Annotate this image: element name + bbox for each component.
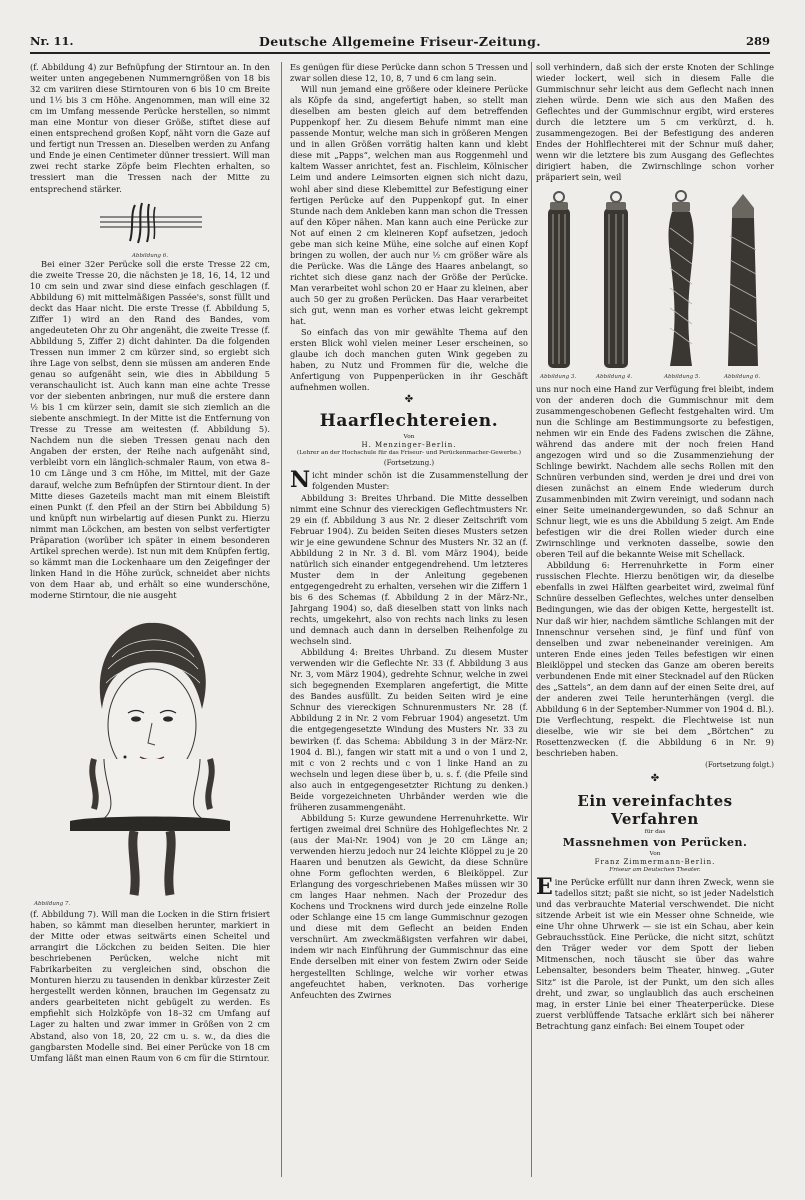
author-name: Franz Zimmermann-Berlin. — [594, 858, 716, 867]
paragraph: Abbildung 4: Breites Uhrband. Zu diesem Muster verwenden wir die Geflechte Nr. 33 (f. Abbildung 3 aus Nr. 3, vom März 1904), gedrehte Schnur, welche in zwei sich begegnenden Exemplaren angefertigt, die Mitte des Bandes ausfüllt. Zu beiden Seiten wird je eine Schnur des viereckigen Schnurenmusters Nr. 28 (f. Abbildung 2 in Nr. 2 vom Februar 1904) angesetzt. Um die entgegengesetzte Windung des Musters Nr. 33 zu bewirken (f. das Schema: Abbildung 3 in der März-Nr. 1904 d. Bl.), fangen wir statt mit a und o von 1 und 2, mit c von 2 rechts und c von 1 linke Hand an zu wechseln und legen diese über b, u. s. f. (die Pfeile sind also auch in entgegengesetzter Richtung zu denken.) Beide vorgezeichneten Uhrbänder werden wie die früheren zusammengenäht. — [290, 647, 528, 812]
byline-von: Von — [403, 434, 415, 441]
caption-abbildung-5: Abbildung 5. — [664, 373, 701, 380]
author-name: H. Menzinger-Berlin. — [361, 441, 457, 450]
page-header — [30, 34, 770, 54]
watch-chain-figures — [536, 188, 774, 384]
paragraph: So einfach das von mir gewählte Thema auf den ersten Blick wohl vielen meiner Leser erscheinen, so glaube ich doch manchen guten Wink gegeben zu haben, zu Nutz und Frommen für die, welche die Anfertigung von Puppenperücken in ihr Geschäft aufnehmen wollen. — [290, 327, 528, 393]
drop-cap: E — [536, 874, 553, 901]
paragraph: (f. Abbildung 7). Will man die Locken in die Stirn frisiert haben, so kämmt man dieselben herunter, markiert in der Mitte oder etwas seitwärts einen Scheitel und arrangirt die Löckchen zu beiden Seiten. Die hier beschriebenen Perücken, welche nicht mit Fabrikarbeiten zu vergleichen sind, obschon die Monturen hierzu zu tausenden in denkbar kürzester Zeit hergestellt werden können, brauchen im Gegensatz zu anders gearbeiteten nicht gebügelt zu werden. Es empfiehlt sich Holzköpfe von 18–32 cm Umfang auf Lager zu halten und zwar immer in Größen von 2 cm Abstand, also von 18, 20, 22 cm u. s. w., da dies die gangbarsten Modelle sind. Bei einer Perücke von 18 cm Umfang läßt man einen Raum von 6 cm für die Stirntour. — [30, 909, 270, 1063]
watch-chain-illustrations — [536, 188, 774, 374]
section-ornament: ✤ — [404, 394, 414, 406]
title-connector: für das — [644, 829, 666, 836]
paragraph: (f. Abbildung 4) zur Befnüpfung der Stirntour an. In den weiter unten angegebenen Nummerngrößen von 18 bis 32 cm variiren diese Stirntouren von 6 bis 10 cm Breite und 1½ bis 3 cm Höhe. Angenommen, man will eine 32 cm im Umfang messende Perücke herstellen, so nimmt man eine Montur von dieser Größe, stiftet diese auf einen entsprechend großen Kopf, näht vorn die Gaze auf und fertigt nun Tressen an. Dieselben werden zu Anfang und Ende je einen Centimeter dünner tressiert. Will man zwei recht starke Zöpfe beim Flechten erhalten, so tressiert man die Tressen nach der Mitte zu entsprechend stärker. — [30, 62, 270, 194]
paragraph: Will nun jemand eine größere oder kleinere Perücke als Köpfe da sind, angefertigt haben, so stellt man dieselben am besten gleich auf dem betreffenden Puppenkopf her. Zu diesem Behufe nimmt man eine passende Montur, welche man sich in größeren Mengen und in allen Größen vorrätig halten kann und klebt diese mit „Papps“, welchen man aus Roggenmehl und kaltem Wasser anrichtet, fest an. Fischleim, Kölnischer Leim und andere Leimsorten eignen sich nicht dazu, wohl aber sind diese Klebemittel zur Befestigung einer fertigen Perücke auf den Puppenkopf gut. In einer Stunde nach dem Ankleben kann man schon die Tressen auf den Köper nähen. Man kann auch eine Perücke zur Not auf einen 2 cm kleineren Kopf aufsetzen, jedoch gebe man sich keine Mühe, eine solche auf einen Kopf bringen zu wollen, der auch nur ½ cm größer wäre als die Perücke. Was die Länge des Haares anbelangt, so richtet sich diese ganz nach der Größe der Perücke. Man verarbeitet wohl schon 20 er Haar zu kleinen, aber auch 50 ger zu großen Perücken. Das Haar verarbeitet sich gut, wenn man es vorher etwas leicht gekrempt hat. — [290, 84, 528, 327]
caption-abbildung-4: Abbildung 4. — [596, 373, 633, 380]
figure-7-caption: Abbildung 7. — [34, 901, 71, 908]
continuation-note: (Fortsetzung folgt.) — [705, 761, 774, 770]
caption-abbildung-3: Abbildung 3. — [540, 373, 577, 380]
article-title-line-2: Massnehmen von Perücken. — [562, 836, 748, 850]
journal-title: Deutsche Allgemeine Friseur-Zeitung. — [258, 34, 541, 49]
figure-6-illustration — [30, 195, 270, 259]
article-title-line-1: Ein vereinfachtes Verfahren — [577, 792, 733, 829]
column-rule-2 — [531, 62, 532, 1177]
author-affiliation: (Lehrer an der Hochschule für das Friseur- und Perückenmacher-Gewerbe.) — [296, 450, 522, 457]
paragraph: uns nur noch eine Hand zur Verfügung frei bleibt, indem von der anderen doch die Gummischnur mit dem zusammengeschobenen Geflecht festgehalten wird. Um nun die Schlinge am Bestimmungsorte zu befestigen, nehmen wir ein Ende des Fadens zwischen die Zähne, während das andere mit der noch freien Hand angezogen wird und so die Zusammenziehung der Schlinge bewirkt. Nachdem alle sechs Rollen mit den Schnüren verbunden sind, werden je drei und drei von diesen zunächst an einem Ende wiederum durch Zusammenbinden mit Zwirn vereinigt, und sodann nach einer Seite umeinandergewunden, so daß Schnur an Schnur liegt, wie es uns die Abbildung 5 zeigt. Am Ende befestigen wir die drei Rollen wieder durch eine Zwirnschlinge und verknoten dasselbe, sowie den oberen Teil auf die bekannte Weise mit Schellack. — [536, 383, 774, 560]
paragraph: Es genügen für diese Perücke dann schon 5 Tressen und zwar sollen diese 12, 10, 8, 7 und 6 cm lang sein. — [290, 62, 528, 84]
drop-cap: N — [290, 467, 311, 494]
paragraph: ine Perücke erfüllt nur dann ihren Zweck, wenn sie tadellos sitzt; paßt sie nicht, so ist jeder Nadelstich und das verbrauchte Material verschwendet. Die nicht sitzende Arbeit ist wie ein Messer ohne Schneide, wie eine Uhr ohne Uhrwerk — sie ist ein Schau, aber kein Gebrauchsstück. Eine Perücke, die nicht sitzt, schützt den Träger weder vor dem Spott der lieben Mitmenschen, noch täuscht sie über das wahre Lebensalter, besonders beim Theater, hinweg. „Guter Sitz“ ist die Parole, ist der Punkt, um den sich alles dreht, und zwar, so unglaublich das auch erscheinen mag, in erster Linie bei einer Theaterperücke. Diese zuerst verblüffende Tatsache erklärt sich bei näherer Betrachtung ganz einfach: Bei einem Toupet oder — [536, 877, 774, 1031]
article-title: Haarflechtereien. — [319, 411, 499, 432]
continuation-note: (Fortsetzung.) — [383, 459, 435, 468]
paragraph: Abbildung 3: Breites Uhrband. Die Mitte desselben nimmt eine Schnur des viereckigen Geflechtmusters Nr. 29 ein (f. Abbildung 3 aus Nr. 2 dieser Zeitschrift vom Februar 1904). Zu beiden Seiten dieses Musters setzen wir je eine gewundene Schnur des Musters Nr. 32 an (f. Abbildung 2 in Nr. 3 d. Bl. vom März 1904), beide natürlich sich einander entgegendrehend. Um letzteres Muster dem in der Anleitung gegebenen entgegengedreht zu erhalten, versehen wir die Ziffern 1 bis 6 des Schemas (f. Abbildung 2 in der März-Nr., Jahrgang 1904) so, daß dieselben statt von links nach rechts, umgekehrt, also von rechts nach links zu lesen und demnach auch dann in derselben Reihenfolge zu wechseln sind. — [290, 492, 528, 647]
page-number: 289 — [745, 34, 770, 48]
figure-7-illustration — [30, 609, 270, 909]
author-affiliation: Friseur am Deutschen Theater. — [609, 867, 701, 874]
tress-illustration — [30, 195, 270, 249]
paragraph: Abbildung 5: Kurze gewundene Herrenuhrkette. Wir fertigen zweimal drei Schnüre des Hohlgeflechtes Nr. 2 (aus der Mai-Nr. 1904) von je 20 cm Länge an; verwenden hierzu jedoch nur 24 leichte Klöppel zu je 20 Haaren und benutzen als Gewicht, da diese Schnüre ohne Form geflochten werden, 6 Bleiköppel. Zur Erlangung des vorgeschriebenen Maßes müssen wir 30 cm langes Haar nehmen. Nach der Prozedur des Kochens und Trocknens wird durch jede einzelne Rolle oder Schlange eine 15 cm lange Gummischnur gezogen und diese mit dem Geflecht an beiden Enden verschnürt. Am zweckmäßigsten verfahren wir dabei, indem wir nach Einführung der Gummischnur das eine Ende derselben mit einer von festem Zwirn oder Seide hergestellten Schlinge, welche wir vorher etwas angefeuchtet haben, verknoten. Das vorherige Anfeuchten des Zwirnes — [290, 812, 528, 1000]
column-rule-1 — [281, 62, 282, 1177]
section-ornament: ✤ — [650, 773, 660, 785]
column-2 — [290, 62, 528, 1180]
caption-abbildung-6: Abbildung 6. — [724, 373, 761, 380]
paragraph: Bei einer 32er Perücke soll die erste Tresse 22 cm, die zweite Tresse 20, die nächsten je 18, 16, 14, 12 und 10 cm sein und zwar sind diese einfach geschlagen (f. Abbildung 6) mit mittelmäßigen Passée's, sonst füllt und deckt das Haar nicht. Die erste Tresse (f. Abbildung 5, Ziffer 1) wird an den Rand des Bandes, vom angedeuteten Ohr zu Ohr angenäht, die zweite Tresse (f. Abbildung 5, Ziffer 2) dicht dahinter. Da die folgenden Tressen nun immer 2 cm kürzer sind, so ergiebt sich ihre Lage von selbst, denn sie müssen am anderen Ende genau so aufgenäht sein, wie dies in Abbildung 5 veranschaulicht ist. Auch kann man eine achte Tresse vor der siebenten anbringen, nur muß die erstere dann ½ bis 1 cm kürzer sein, damit sie sich ziemlich an die siebente anschmiegt. In der Mitte ist die Entfernung von Tresse zu Tresse am weitesten (f. Abbildung 5). Nachdem nun die sieben Tressen genau nach den Angaben der ersten, der Reihe nach aufgenäht sind, verbleibt vorn ein länglich-schmaler Raum, von etwa 8–10 cm Länge und 3 cm Höhe, im Mittel, mit der Gaze darauf, welche zum Befnüpfen der Stirntour dient. In der Mitte dieses Gazeteils macht man mit einem Bleistift einen Punkt (f. den Pfeil an der Stirn bei Abbildung 5) und knüpft nun wirbelartig auf diesen Punkt zu. Hierzu nimmt man Löckchen, am besten von selbst verfertigter Präparation (worüber ich später in einem besonderen Artikel sprechen werde). Ist nun mit dem Knüpfen fertig, so kämmt man die Lockenhaare um den Zeigefinger der linken Hand in die Höhe zurück, schneidet aber nichts von dem Haar ab, und erhält so eine wunderschöne, moderne Stirntour, die nie ausgeht — [30, 258, 270, 600]
issue-number: Nr. 11. — [30, 34, 74, 48]
column-3 — [536, 62, 774, 1180]
paragraph: icht minder schön ist die Zusammenstellung der folgenden Muster: — [312, 470, 528, 492]
paragraph: soll verhindern, daß sich der erste Knoten der Schlinge wieder lockert, weil sich in diesem Falle die Gummischnur sehr leicht aus dem Geflecht nach innen ziehen würde. Denn wie sich aus den Maßen des Geflechtes und der Gummischnur ergibt, wird ersteres durch die letztere um 5 cm verkürzt, d. h. zusammengezogen. Bei der Befestigung des anderen Endes der Hohlflechterei mit der Schnur muß daher, wenn wir die letztere bis zum Ausgang des Geflechtes dirigiert haben, die Zwirnschlinge schon vorher präpariert sein, weil — [536, 62, 774, 183]
paragraph: Abbildung 6: Herrenuhrkette in Form einer russischen Flechte. Hierzu benötigen wir, da dieselbe ebenfalls in zwei Hälften gearbeitet wird, zweimal fünf Schnüre desselben Geflechtes, welches unter denselben Bedingungen, wie das der obigen Kette, hergestellt ist. Nur daß wir hier, nachdem sämtliche Schlangen mit der Innenschnur versehen sind, je fünf und fünf von denselben und zwar nebeneinander vereinigen. Am unteren Ende eines jeden Teiles befestigen wir einen Bleiklöppel und stecken das Ganze am oberen bereits verbundenen Ende mit einer Stecknadel auf den Rücken des „Sattels“, an dem dann auf der einen Seite drei, auf der anderen zwei Teile herunterhängen (vergl. die Abbildung 6 in der September-Nummer von 1904 d. Bl.). Die Verflechtung, respekt. die Flechtweise ist nun dieselbe, wie wir sie bei dem „Börtchen“ zu Rosettenzwecken (f. die Abbildung 6 in Nr. 9) beschrieben haben. — [536, 560, 774, 759]
wig-head-illustration — [30, 609, 270, 897]
figure-6-caption: Abbildung 6. — [131, 252, 169, 259]
byline-von: Von — [649, 851, 661, 858]
column-1 — [30, 62, 270, 1180]
